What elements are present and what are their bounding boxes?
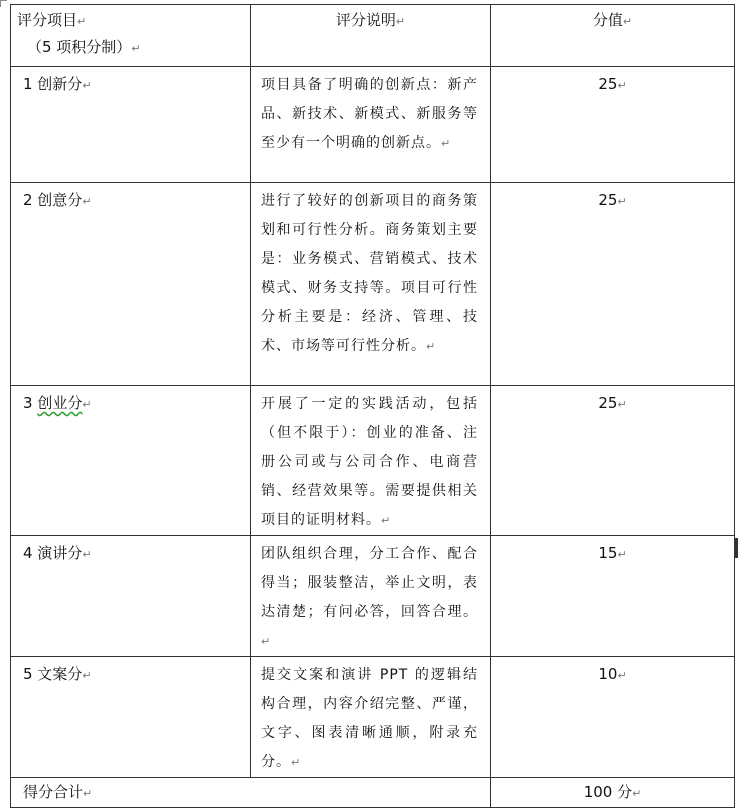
total-row <box>11 778 735 808</box>
page-corner-mark <box>0 0 7 7</box>
score-value: 25 <box>598 75 618 93</box>
table-row <box>11 67 735 183</box>
return-mark: ↵ <box>632 787 642 800</box>
return-mark: ↵ <box>82 195 92 208</box>
return-mark: ↵ <box>77 15 87 28</box>
return-mark: ↵ <box>617 398 627 411</box>
header-cell-description[interactable] <box>251 5 491 67</box>
item-label: 1 创新分 <box>23 75 83 93</box>
scoring-table <box>10 4 735 808</box>
total-value-cell[interactable] <box>491 778 735 808</box>
item-description: 项目具备了明确的创新点：新产品、新技术、新模式、新服务等至少有一个明确的创新点。 <box>261 77 478 151</box>
return-mark: ↵ <box>622 15 633 28</box>
header-description-title: 评分说明 <box>335 11 396 29</box>
return-mark: ↵ <box>83 787 93 800</box>
item-label: 5 文案分 <box>23 665 83 683</box>
header-score-title: 分值 <box>592 11 623 29</box>
return-mark: ↵ <box>426 340 437 353</box>
return-mark: ↵ <box>617 548 627 561</box>
item-number: 3 <box>23 394 38 412</box>
return-mark: ↵ <box>82 79 92 92</box>
header-cell-item[interactable] <box>11 5 251 67</box>
total-label: 得分合计 <box>23 783 84 801</box>
total-value: 100 分 <box>583 783 633 801</box>
item-cell[interactable] <box>11 536 251 657</box>
return-mark: ↵ <box>441 137 452 150</box>
score-value: 25 <box>598 191 618 209</box>
total-label-cell[interactable] <box>11 778 491 808</box>
score-cell[interactable] <box>491 536 735 657</box>
item-label-spellcheck: 创业分 <box>37 394 83 412</box>
item-cell[interactable] <box>11 386 251 536</box>
header-cell-score[interactable] <box>491 5 735 67</box>
return-mark: ↵ <box>617 79 627 92</box>
description-cell[interactable] <box>251 657 491 778</box>
score-cell[interactable] <box>491 386 735 536</box>
score-cell[interactable] <box>491 67 735 183</box>
item-description: 开展了一定的实践活动，包括（但不限于）：创业的准备、注册公司或与公司合作、电商营销、经营效果等。需要提供相关项目的证明材料。 <box>261 396 478 528</box>
table-row <box>11 536 735 657</box>
table-row <box>11 657 735 778</box>
return-mark: ↵ <box>617 669 627 682</box>
item-label: 4 演讲分 <box>23 544 83 562</box>
return-mark: ↵ <box>395 15 406 28</box>
item-cell[interactable] <box>11 183 251 386</box>
item-description: 团队组织合理，分工合作、配合得当；服装整洁，举止文明，表达清楚；有问必答，回答合理。 <box>261 546 478 620</box>
header-item-subtitle: （5 项积分制） <box>27 38 132 56</box>
return-mark: ↵ <box>82 398 92 411</box>
return-mark: ↵ <box>82 669 92 682</box>
score-value: 10 <box>598 665 618 683</box>
return-mark: ↵ <box>82 548 92 561</box>
description-cell[interactable] <box>251 386 491 536</box>
item-description: 提交文案和演讲 PPT 的逻辑结构合理，内容介绍完整、严谨，文字、图表清晰通顺，附录充分。 <box>261 667 478 770</box>
return-mark: ↵ <box>617 195 627 208</box>
score-cell[interactable] <box>491 657 735 778</box>
header-item-title: 评分项目 <box>17 11 78 29</box>
return-mark: ↵ <box>261 635 272 648</box>
return-mark: ↵ <box>131 42 141 55</box>
score-value: 15 <box>598 544 618 562</box>
item-label: 2 创意分 <box>23 191 83 209</box>
score-value: 25 <box>598 394 618 412</box>
return-mark: ↵ <box>291 756 302 769</box>
item-description: 进行了较好的创新项目的商务策划和可行性分析。商务策划主要是：业务模式、营销模式、技术模式、财务支持等。项目可行性分析主要是：经济、管理、技术、市场等可行性分析。 <box>261 193 478 354</box>
description-cell[interactable] <box>251 67 491 183</box>
table-header-row <box>11 5 735 67</box>
score-cell[interactable] <box>491 183 735 386</box>
table-row <box>11 386 735 536</box>
item-cell[interactable] <box>11 657 251 778</box>
table-row <box>11 183 735 386</box>
description-cell[interactable] <box>251 183 491 386</box>
description-cell[interactable] <box>251 536 491 657</box>
item-cell[interactable] <box>11 67 251 183</box>
return-mark: ↵ <box>381 514 392 527</box>
text-cursor <box>735 538 738 558</box>
